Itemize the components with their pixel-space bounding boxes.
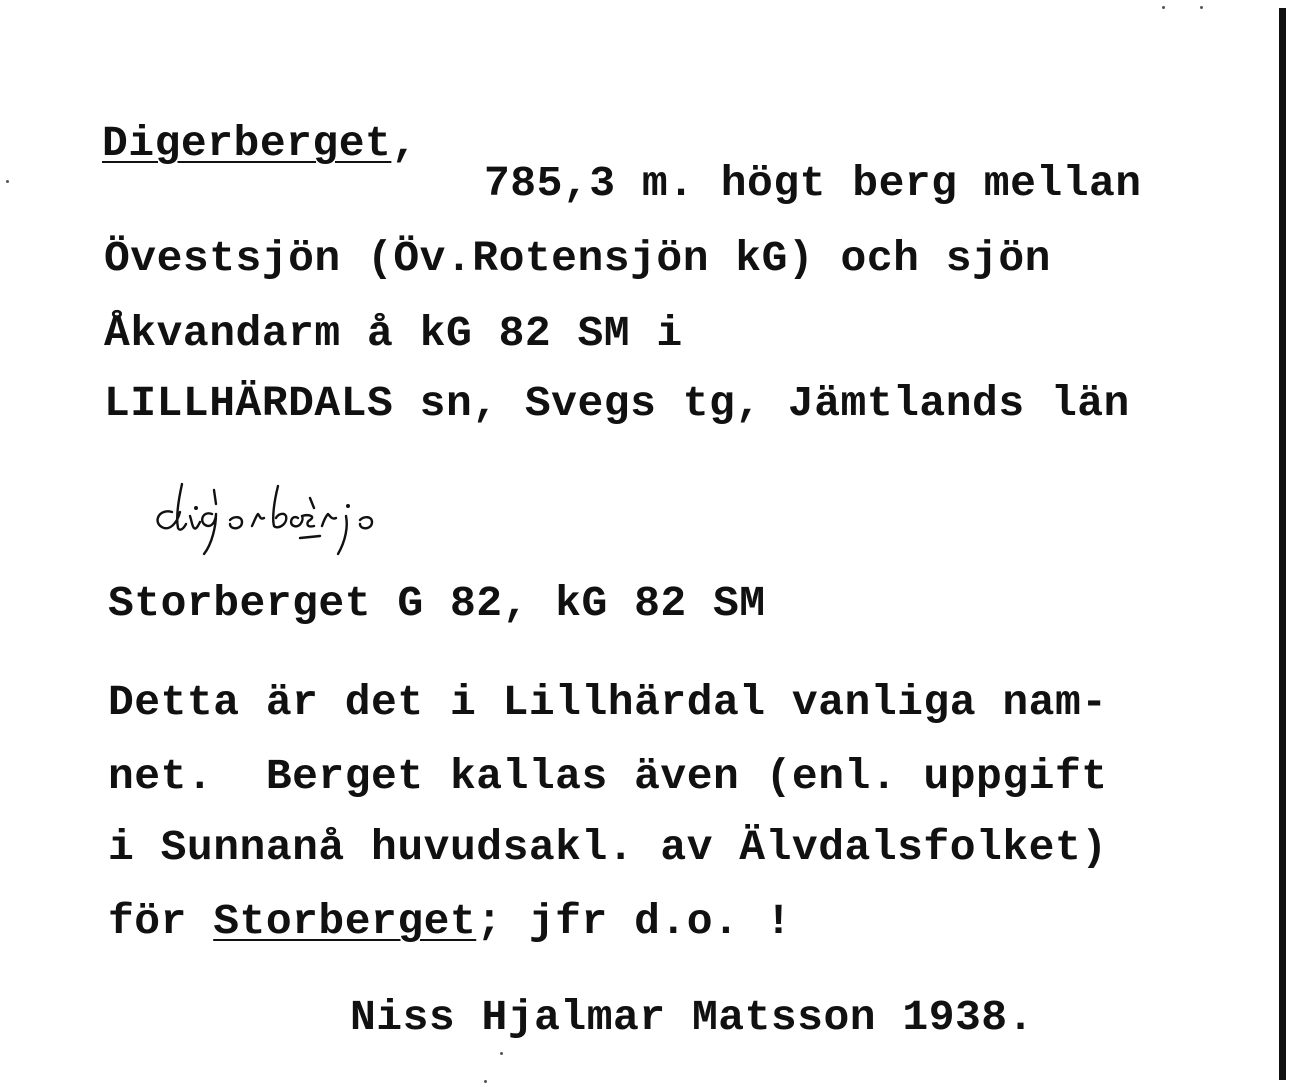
paragraph-line-4-suffix: ; jfr d.o. ! — [476, 897, 792, 946]
scan-speck — [500, 1052, 503, 1055]
handwritten-pronunciation — [150, 464, 490, 564]
reference-line: Storberget G 82, kG 82 SM — [108, 579, 766, 628]
paragraph-line-3: i Sunnanå huvudsakl. av Älvdalsfolket) — [108, 823, 1108, 872]
scan-speck — [484, 1080, 487, 1083]
description-line-4: LILLHÄRDALS sn, Svegs tg, Jämtlands län — [104, 379, 1130, 428]
paragraph-line-4-prefix: för — [108, 897, 214, 946]
signature-line: Niss Hjalmar Matsson 1938. — [350, 993, 1034, 1042]
cross-reference-storberget: Storberget — [213, 897, 477, 946]
headword-line — [102, 119, 418, 168]
paragraph-line-1: Detta är det i Lillhärdal vanliga nam- — [108, 678, 1108, 727]
paragraph-line-2: net. Berget kallas även (enl. uppgift — [108, 752, 1108, 801]
description-line-1: 785,3 m. högt berg mellan — [484, 159, 1142, 208]
scan-speck — [6, 180, 9, 183]
card-edge-border — [1279, 8, 1286, 1080]
headword-punctuation: , — [391, 119, 418, 168]
scan-speck — [1200, 6, 1203, 9]
paragraph-line-4 — [108, 897, 792, 946]
description-line-3: Åkvandarm å kG 82 SM i — [104, 309, 683, 358]
headword: Digerberget — [102, 119, 392, 168]
scan-speck — [1162, 6, 1165, 9]
description-line-2: Övestsjön (Öv.Rotensjön kG) och sjön — [104, 234, 1051, 283]
